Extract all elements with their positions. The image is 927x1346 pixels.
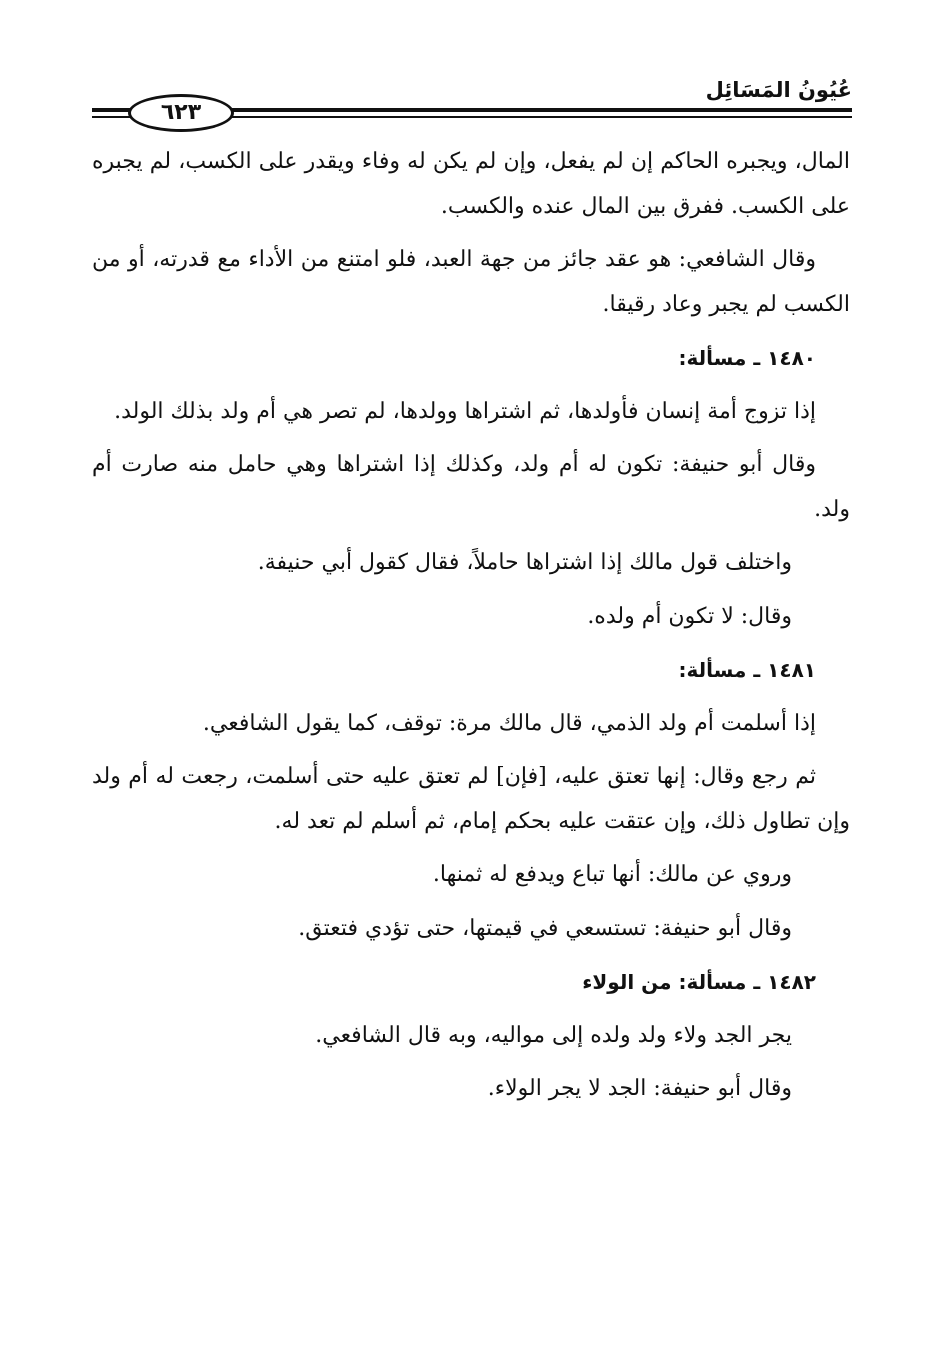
paragraph-issue-1480: إذا تزوج أمة إنسان فأولدها، ثم اشتراها وولدها، لم تصر هي أم ولد بذلك الولد.: [114, 398, 816, 424]
issue-heading-1481: ١٤٨١ ـ مسألة:: [678, 658, 816, 682]
paragraph-malik-view: واختلف قول مالك إذا اشتراها حاملاً، فقال كقول أبي حنيفة.: [257, 550, 792, 575]
paragraph-malik-second-view: وقال: لا تكون أم ولده.: [587, 603, 792, 629]
page-number-frame: [128, 94, 234, 132]
page-header: [92, 72, 852, 128]
page-number: ٦٢٣: [160, 100, 202, 125]
paragraph-malik-retraction: ثم رجع وقال: إنها تعتق عليه، [فإن] لم تعتق عليه حتى أسلمت، رجعت له أم ولد وإن تطاول ذلك، وإن عتقت عليه بحكم إمام، ثم أسلم لم تعد له.: [92, 764, 850, 834]
paragraph-issue-1481: إذا أسلمت أم ولد الذمي، قال مالك مرة: توقف، كما يقول الشافعي.: [202, 710, 816, 736]
page-body: [92, 140, 850, 1121]
paragraph-shafii-view: وقال الشافعي: هو عقد جائز من جهة العبد، فلو امتنع من الأداء مع قدرته، أو من الكسب لم يجبر وعاد رقيقا.: [92, 247, 850, 317]
paragraph-abu-hanifa-istisaa: وقال أبو حنيفة: تستسعي في قيمتها، حتى تؤدي فتعتق.: [298, 915, 792, 941]
issue-heading-1482: ١٤٨٢ ـ مسألة: من الولاء: [582, 970, 816, 994]
book-title: عُيُونُ المَسَائِل: [705, 78, 852, 102]
paragraph-abu-hanifa-wala: وقال أبو حنيفة: الجد لا يجر الولاء.: [487, 1076, 792, 1101]
paragraph-malik-narration: وروي عن مالك: أنها تباع ويدفع له ثمنها.: [432, 862, 792, 887]
issue-heading-1480: ١٤٨٠ ـ مسألة:: [678, 346, 816, 370]
paragraph-continuation: المال، ويجبره الحاكم إن لم يفعل، وإن لم يكن له وفاء ويقدر على الكسب، لم يجبره على الكسب. ففرق بين المال عنده والكسب.: [92, 149, 850, 219]
paragraph-issue-1482: يجر الجد ولاء ولد ولده إلى مواليه، وبه قال الشافعي.: [315, 1022, 792, 1048]
paragraph-abu-hanifa-view: وقال أبو حنيفة: تكون له أم ولد، وكذلك إذا اشتراها وهي حامل منه صارت أم ولد.: [92, 452, 850, 522]
